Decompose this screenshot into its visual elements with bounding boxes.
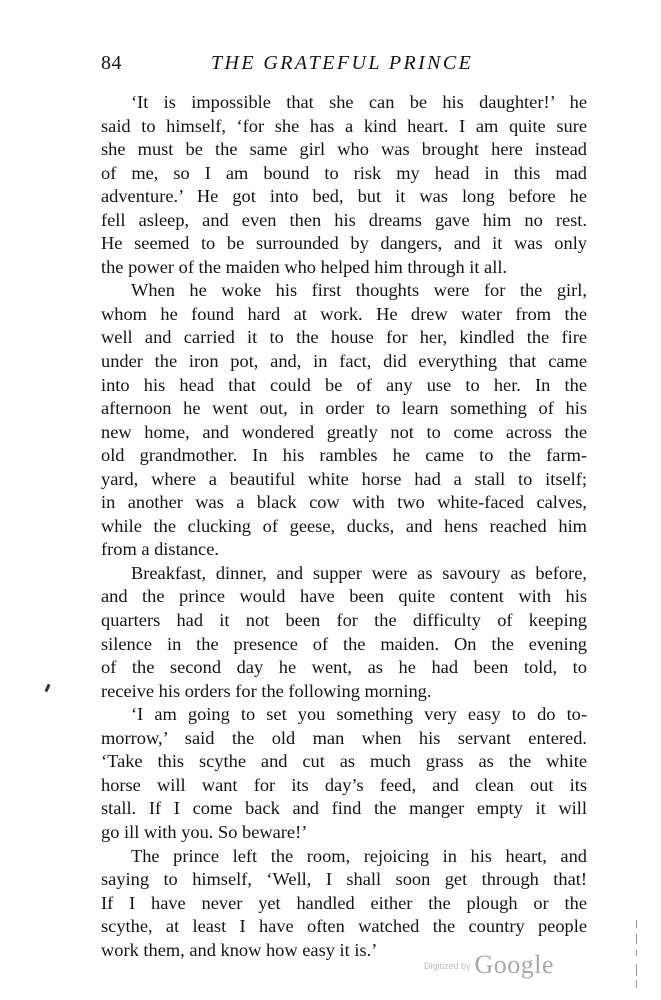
page-number: 84	[101, 52, 122, 74]
text-line: silence in the presence of the maiden. On the evening	[101, 633, 587, 654]
text-line: He seemed to be surrounded by dangers, and it was only	[101, 233, 587, 254]
margin-mark	[44, 684, 50, 693]
text-line: fell asleep, and even then his dreams gave him no rest.	[101, 209, 587, 230]
text-line: saying to himself, ‘Well, I shall soon get through that!	[101, 869, 587, 890]
text-line: and the prince would have been quite content with his	[101, 586, 587, 607]
text-line: she must be the same girl who was brought here instead	[101, 139, 587, 160]
body-text	[101, 91, 587, 962]
text-line: scythe, at least I have often watched the country people	[101, 916, 587, 937]
text-line: ‘Take this scythe and cut as much grass as the white	[101, 751, 587, 772]
running-title: THE GRATEFUL PRINCE	[211, 52, 474, 74]
text-line: horse will want for its day’s feed, and clean out its	[101, 774, 587, 795]
page-header	[101, 50, 587, 76]
google-watermark	[424, 950, 554, 984]
text-line: of the second day he went, as he had been told, to	[101, 657, 587, 678]
text-line: morrow,’ said the old man when his servant entered.	[101, 727, 587, 748]
text-line: Breakfast, dinner, and supper were as savoury as before,	[131, 562, 587, 583]
text-line: adventure.’ He got into bed, but it was long before he	[101, 186, 587, 207]
text-line: If I have never yet handled either the plough or the	[101, 892, 587, 913]
text-line: The prince left the room, rejoicing in his heart, and	[131, 845, 587, 866]
text-line: whom he found hard at work. He drew water from the	[101, 303, 587, 324]
text-line: of me, so I am bound to risk my head in this mad	[101, 162, 587, 183]
text-line: the power of the maiden who helped him through it all.	[101, 256, 508, 277]
text-line: ‘I am going to set you something very easy to do to-	[131, 704, 587, 725]
text-line: under the iron pot, and, in fact, did everything that came	[101, 351, 587, 372]
text-line: old grandmother. In his rambles he came to the farm-	[101, 445, 587, 466]
text-line: receive his orders for the following morning.	[101, 680, 432, 701]
text-line: well and carried it to the house for her, kindled the fire	[101, 327, 587, 348]
text-line: quarters had it not been for the difficulty of keeping	[101, 610, 587, 631]
text-line: yard, where a beautiful white horse had a stall to itself;	[101, 468, 587, 489]
text-line: said to himself, ‘for she has a kind heart. I am quite sure	[101, 115, 587, 136]
text-line: stall. If I come back and find the manger empty it will	[101, 798, 587, 819]
watermark-digitized-by: Digitized by	[424, 961, 471, 971]
text-line: work them, and know how easy it is.’	[101, 939, 378, 960]
text-line: go ill with you. So beware!’	[101, 821, 308, 842]
text-line: ‘It is impossible that she can be his daughter!’ he	[131, 92, 587, 112]
text-line: into his head that could be of any use to her. In the	[101, 374, 587, 395]
text-line: while the clucking of geese, ducks, and hens reached him	[101, 515, 587, 536]
text-line: new home, and wondered greatly not to come across the	[101, 421, 587, 442]
scan-edge-marks	[636, 920, 640, 990]
text-line: from a distance.	[101, 539, 219, 560]
text-line: in another was a black cow with two white-faced calves,	[101, 492, 587, 513]
watermark-google-logo: Google	[474, 950, 555, 979]
text-line: When he woke his first thoughts were for the girl,	[131, 280, 587, 301]
text-line: afternoon he went out, in order to learn something of his	[101, 398, 587, 419]
